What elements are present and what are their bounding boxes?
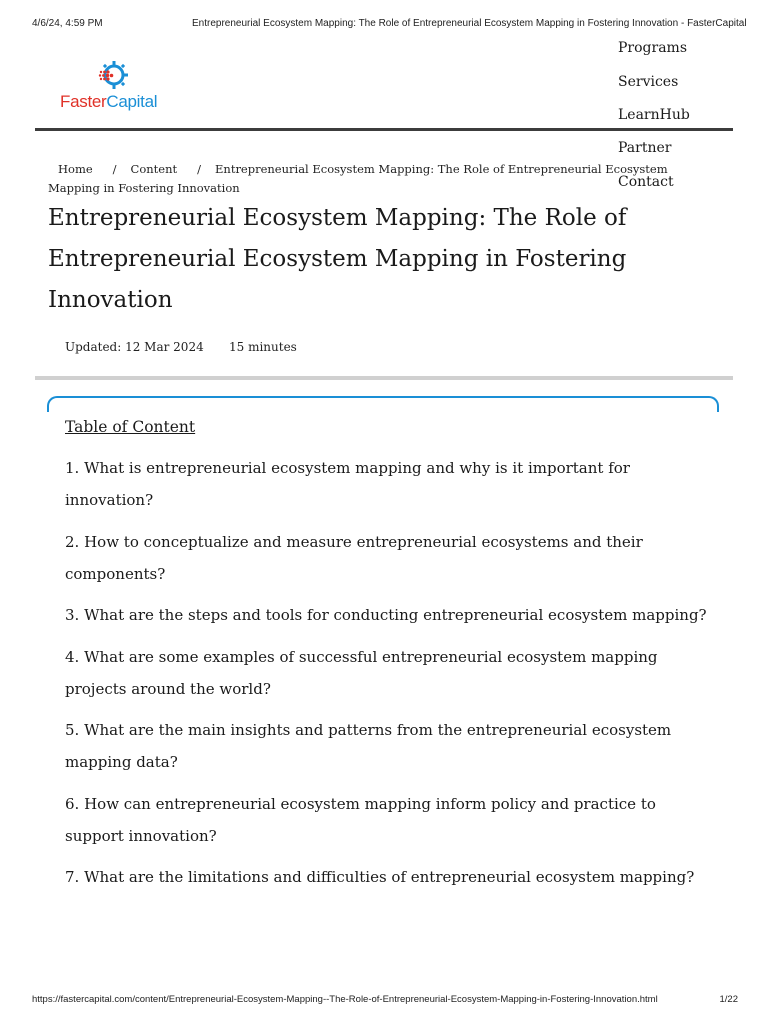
- toc-item[interactable]: 6. How can entrepreneurial ecosystem mapping inform policy and practice to support innovation?: [65, 794, 656, 845]
- nav-item-programs[interactable]: Programs: [618, 40, 688, 56]
- print-url: https://fastercapital.com/content/Entrepreneurial-Ecosystem-Mapping--The-Role-of-Entrepreneurial-Ecosystem-Mapping-in-Fostering-Innovation.html: [32, 994, 658, 1005]
- nav-item-services[interactable]: Services: [618, 74, 679, 90]
- nav-item-learnhub[interactable]: LearnHub: [618, 107, 690, 123]
- logo-wordmark: [60, 92, 157, 112]
- gear-dots-icon: [98, 60, 128, 90]
- toc-item[interactable]: 7. What are the limitations and difficulties of entrepreneurial ecosystem mapping?: [65, 868, 695, 886]
- logo-wordmark-faster: Faster: [60, 92, 107, 111]
- header-divider: [35, 128, 733, 131]
- breadcrumb-home[interactable]: Home: [58, 162, 93, 176]
- breadcrumb-separator: /: [112, 162, 117, 176]
- breadcrumb-content[interactable]: Content: [130, 162, 178, 176]
- updated-date: Updated: 12 Mar 2024: [65, 340, 204, 354]
- print-datetime: 4/6/24, 4:59 PM: [32, 18, 103, 29]
- breadcrumb: [48, 160, 688, 198]
- toc-heading[interactable]: Table of Content: [65, 418, 196, 436]
- nav-item-partner[interactable]: Partner: [618, 140, 672, 156]
- toc-list: [65, 452, 715, 903]
- read-time: 15 minutes: [229, 340, 297, 354]
- page-title: Entrepreneurial Ecosystem Mapping: The Role of Entrepreneurial Ecosystem Mapping in Fostering Innovation: [48, 205, 627, 313]
- toc-item[interactable]: 5. What are the main insights and patterns from the entrepreneurial ecosystem mapping data?: [65, 721, 672, 771]
- nav-item-contact[interactable]: Contact: [618, 174, 674, 190]
- print-header: [32, 18, 747, 32]
- logo-wordmark-capital: Capital: [106, 92, 158, 111]
- page-number: 1/22: [719, 994, 738, 1005]
- fastercapital-logo[interactable]: [60, 60, 170, 116]
- print-footer: [32, 994, 738, 1008]
- toc-item[interactable]: 4. What are some examples of successful entrepreneurial ecosystem mapping projects around the world?: [65, 647, 658, 698]
- section-divider: [35, 376, 733, 380]
- toc-item[interactable]: 3. What are the steps and tools for conducting entrepreneurial ecosystem mapping?: [65, 606, 707, 624]
- breadcrumb-current: Entrepreneurial Ecosystem Mapping: The Role of Entrepreneurial Ecosystem Mapping in Fostering Innovation: [48, 162, 668, 195]
- toc-item[interactable]: 1. What is entrepreneurial ecosystem mapping and why is it important for innovation?: [65, 459, 630, 509]
- breadcrumb-separator: /: [197, 162, 202, 176]
- toc-item[interactable]: 2. How to conceptualize and measure entrepreneurial ecosystems and their components?: [65, 532, 643, 583]
- print-page-title: Entrepreneurial Ecosystem Mapping: The Role of Entrepreneurial Ecosystem Mapping in Fostering Innovation - FasterCapital: [192, 18, 747, 29]
